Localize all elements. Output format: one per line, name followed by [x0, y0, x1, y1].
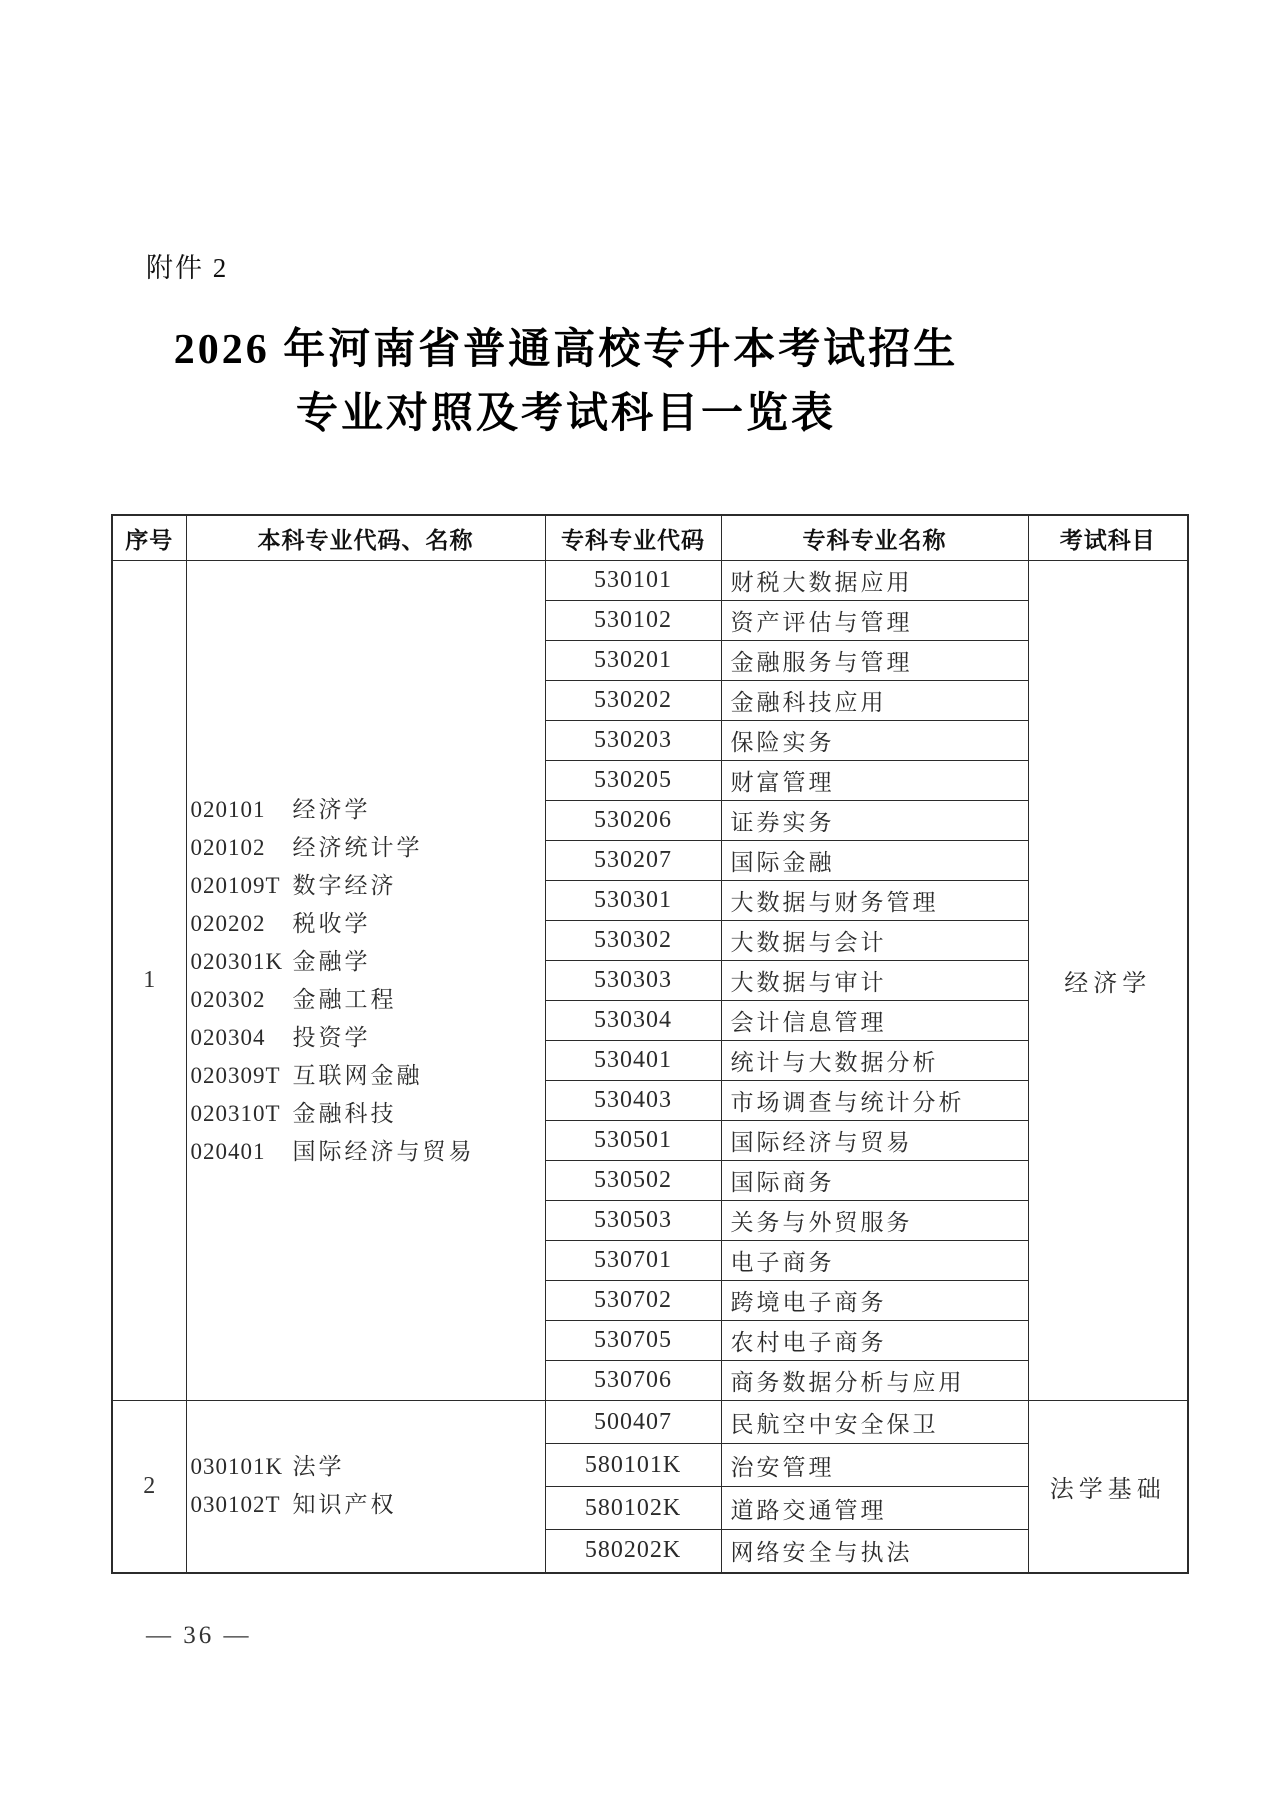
college-major-name: 农村电子商务 [721, 1321, 1028, 1361]
undergraduate-major-code: 030101K [190, 1454, 284, 1480]
undergraduate-major-code: 020101 [190, 796, 266, 822]
undergraduate-major-line [191, 1486, 545, 1524]
college-major-name: 大数据与财务管理 [721, 881, 1028, 921]
undergraduate-major-name: 国际经济与贸易 [292, 1138, 475, 1164]
undergraduate-major-name: 经济学 [292, 796, 371, 822]
undergraduate-major-line [191, 791, 545, 829]
column-header-exam-subject: 考试科目 [1028, 515, 1188, 561]
undergraduate-major-name: 互联网金融 [292, 1062, 423, 1088]
undergraduate-major-code: 020102 [190, 834, 266, 860]
college-major-code: 530206 [545, 801, 721, 841]
majors-table [111, 514, 1189, 1574]
college-major-name: 国际经济与贸易 [721, 1121, 1028, 1161]
column-header-college-name: 专科专业名称 [721, 515, 1028, 561]
undergraduate-major-name: 数字经济 [292, 872, 397, 898]
college-major-code: 530207 [545, 841, 721, 881]
college-major-name: 国际金融 [721, 841, 1028, 881]
table-row [112, 1401, 1188, 1444]
college-major-name: 电子商务 [721, 1241, 1028, 1281]
college-major-code: 580101K [545, 1444, 721, 1487]
college-major-name: 财税大数据应用 [721, 561, 1028, 601]
college-major-code: 530304 [545, 1001, 721, 1041]
table-body [112, 561, 1188, 1573]
undergraduate-major-line [191, 1448, 545, 1486]
college-major-code: 530706 [545, 1361, 721, 1401]
college-major-name: 证券实务 [721, 801, 1028, 841]
college-major-name: 金融科技应用 [721, 681, 1028, 721]
college-major-code: 530705 [545, 1321, 721, 1361]
column-header-seq: 序号 [112, 515, 186, 561]
college-major-code: 530502 [545, 1161, 721, 1201]
undergraduate-major-code: 020304 [190, 1024, 266, 1050]
college-major-code: 530202 [545, 681, 721, 721]
college-major-code: 530203 [545, 721, 721, 761]
college-major-name: 资产评估与管理 [721, 601, 1028, 641]
undergraduate-major-code: 020109T [190, 872, 281, 898]
college-major-code: 530501 [545, 1121, 721, 1161]
document-title [0, 318, 1132, 446]
exam-subject: 经济学 [1028, 561, 1188, 1401]
undergraduate-major-name: 金融工程 [292, 986, 397, 1012]
college-major-name: 金融服务与管理 [721, 641, 1028, 681]
college-major-code: 530303 [545, 961, 721, 1001]
undergraduate-major-code: 020302 [190, 986, 266, 1012]
college-major-code: 530503 [545, 1201, 721, 1241]
college-major-name: 会计信息管理 [721, 1001, 1028, 1041]
undergraduate-major-line [191, 867, 545, 905]
undergraduate-major-line [191, 943, 545, 981]
table-row [112, 561, 1188, 601]
college-major-code: 500407 [545, 1401, 721, 1444]
undergraduate-major-name: 税收学 [292, 910, 371, 936]
college-major-code: 530201 [545, 641, 721, 681]
college-major-code: 580102K [545, 1487, 721, 1530]
college-major-name: 保险实务 [721, 721, 1028, 761]
undergraduate-major-code: 020401 [190, 1138, 266, 1164]
college-major-name: 市场调查与统计分析 [721, 1081, 1028, 1121]
college-major-code: 530102 [545, 601, 721, 641]
seq-number: 1 [112, 561, 186, 1401]
college-major-code: 530301 [545, 881, 721, 921]
undergraduate-major-code: 030102T [190, 1492, 281, 1518]
undergraduate-major-line [191, 905, 545, 943]
undergraduate-major-code: 020202 [190, 910, 266, 936]
college-major-name: 民航空中安全保卫 [721, 1401, 1028, 1444]
college-major-name: 大数据与审计 [721, 961, 1028, 1001]
undergraduate-major-code: 020310T [190, 1100, 281, 1126]
college-major-name: 道路交通管理 [721, 1487, 1028, 1530]
column-header-undergraduate-major: 本科专业代码、名称 [186, 515, 545, 561]
undergraduate-major-name: 经济统计学 [292, 834, 423, 860]
undergraduate-major-code: 020309T [190, 1062, 281, 1088]
college-major-name: 跨境电子商务 [721, 1281, 1028, 1321]
undergraduate-major-line [191, 981, 545, 1019]
college-major-name: 大数据与会计 [721, 921, 1028, 961]
college-major-name: 商务数据分析与应用 [721, 1361, 1028, 1401]
college-major-name: 国际商务 [721, 1161, 1028, 1201]
college-major-code: 530403 [545, 1081, 721, 1121]
college-major-code: 530401 [545, 1041, 721, 1081]
column-header-college-code: 专科专业代码 [545, 515, 721, 561]
undergraduate-majors-cell [186, 561, 545, 1401]
college-major-name: 网络安全与执法 [721, 1530, 1028, 1573]
page-number: — 36 — [146, 1622, 252, 1649]
college-major-code: 530101 [545, 561, 721, 601]
college-major-code: 530702 [545, 1281, 721, 1321]
undergraduate-major-line [191, 1095, 545, 1133]
exam-subject: 法学基础 [1028, 1401, 1188, 1573]
undergraduate-major-code: 020301K [190, 948, 284, 974]
undergraduate-major-name: 金融学 [292, 948, 371, 974]
college-major-code: 580202K [545, 1530, 721, 1573]
table-header-row [112, 515, 1188, 561]
college-major-name: 治安管理 [721, 1444, 1028, 1487]
college-major-code: 530302 [545, 921, 721, 961]
college-major-name: 统计与大数据分析 [721, 1041, 1028, 1081]
college-major-name: 财富管理 [721, 761, 1028, 801]
undergraduate-major-line [191, 1133, 545, 1171]
undergraduate-major-name: 知识产权 [292, 1492, 397, 1518]
college-major-code: 530205 [545, 761, 721, 801]
undergraduate-majors-cell [186, 1401, 545, 1573]
attachment-label: 附件 2 [146, 253, 229, 283]
college-major-name: 关务与外贸服务 [721, 1201, 1028, 1241]
undergraduate-major-name: 投资学 [292, 1024, 371, 1050]
undergraduate-major-name: 法学 [292, 1454, 345, 1480]
title-line-2: 专业对照及考试科目一览表 [295, 391, 836, 437]
undergraduate-major-line [191, 1057, 545, 1095]
undergraduate-major-line [191, 1019, 545, 1057]
seq-number: 2 [112, 1401, 186, 1573]
college-major-code: 530701 [545, 1241, 721, 1281]
title-line-1: 2026 年河南省普通高校专升本考试招生 [173, 327, 959, 373]
undergraduate-major-name: 金融科技 [292, 1100, 397, 1126]
undergraduate-major-line [191, 829, 545, 867]
